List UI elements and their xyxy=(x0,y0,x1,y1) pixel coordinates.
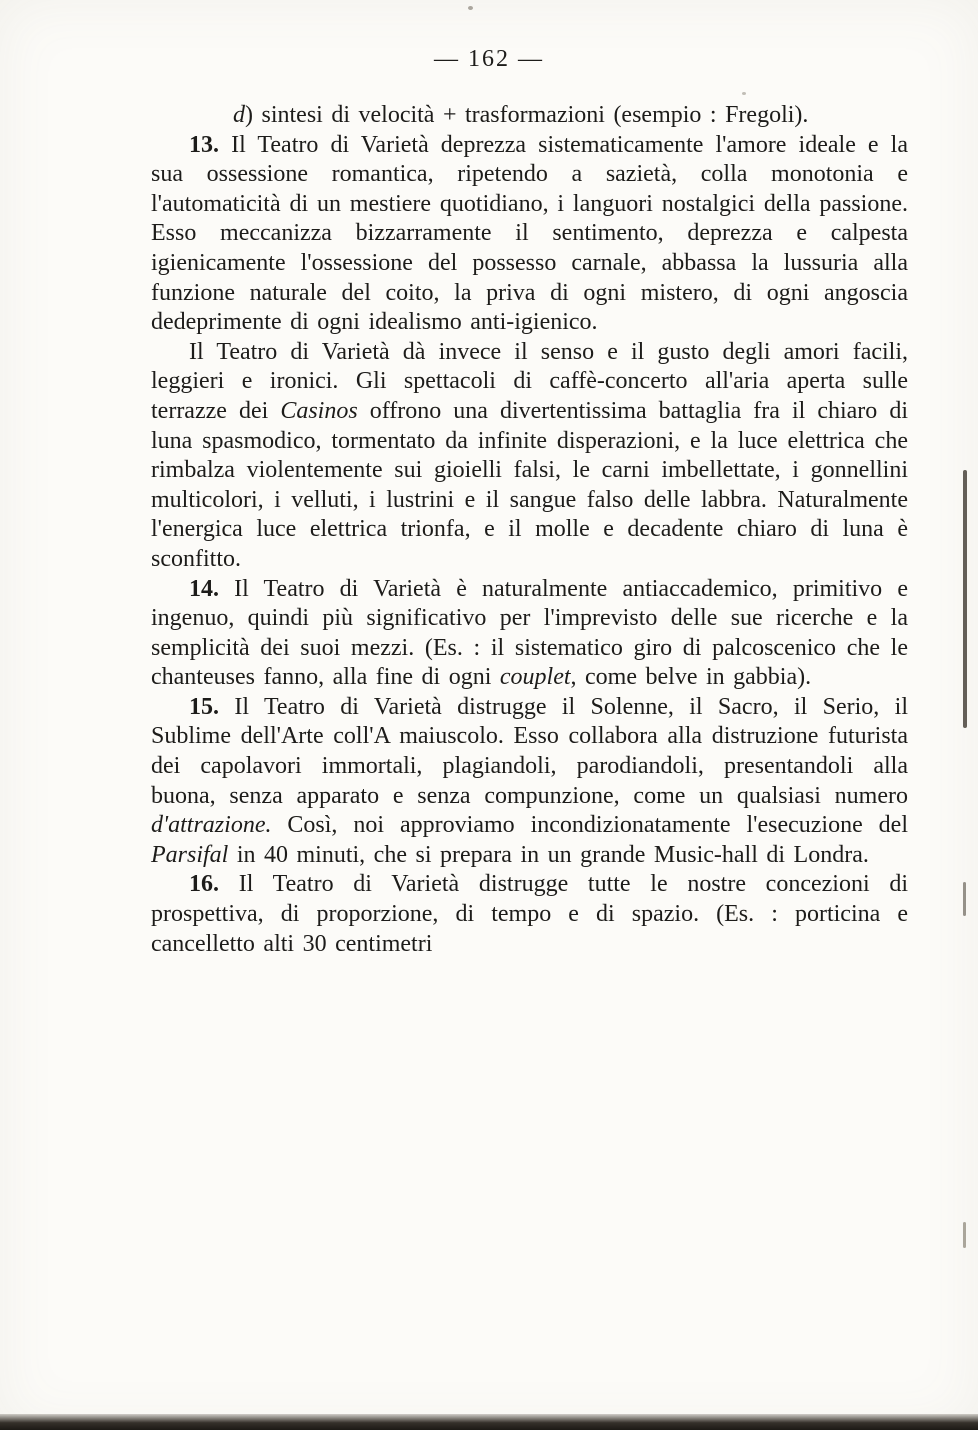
paragraph-number: 15. xyxy=(189,693,219,720)
text-block xyxy=(151,101,908,959)
text-segment: in 40 minuti, che si prepara in un grande Music-hall di Londra. xyxy=(228,841,869,868)
scan-artifact-speck xyxy=(742,92,746,95)
text-segment: Il Teatro di Varietà dà invece il senso e il gusto degli amori facili, leggieri e ironici. Gli spettacoli di caffè-concerto all'aria aperta sulle terrazze dei xyxy=(151,338,908,424)
text-segment: Parsifal xyxy=(151,841,229,868)
text-segment: Il Teatro di Varietà è naturalmente antiaccademico, primitivo e ingenuo, quindi più significativo per l'imprevisto delle sue ricerche e la semplicità dei suoi mezzi. (Es. : il sistematico giro di palcoscenico che le chanteuses fanno, alla fine di ogni xyxy=(151,575,908,691)
paragraph xyxy=(151,870,908,959)
paragraph xyxy=(151,693,908,871)
scan-artifact-right-dash xyxy=(963,882,966,916)
paragraph xyxy=(151,131,908,338)
text-segment: ) sintesi di velocità + trasformazioni (esempio : Fregoli). xyxy=(245,102,809,128)
paragraph-number: 14. xyxy=(189,575,219,602)
text-segment: offrono una divertentissima battaglia fra il chiaro di luna spasmodico, tormentato da infinite disperazioni, e la luce elettrica che rimbalza violentemente sui gioielli falsi, le carni imbellettate, i gonnellini multicolori, i velluti, i lustrini e il sangue falso delle labbra. Naturalmente l'energica luce elettrica trionfa, e il molle e decadente chiaro di luna è sconfitto. xyxy=(151,397,909,572)
text-segment: Il Teatro di Varietà deprezza sistematicamente l'amore ideale e la sua ossessione romantica, ripetendo a sazietà, colla monotonia e l'automaticità di un mestiere quotidiano, i languori nostalgici della passione. Esso meccanizza bizzarramente il sentimento, deprezza e calpesta igienicamente l'ossessione del possesso carnale, abbassa la lussuria alla funzione naturale del coito, la priva di ogni mistero, di ogni angoscia dedeprimente di ogni idealismo anti-igienico. xyxy=(151,131,908,336)
paragraph xyxy=(151,338,908,575)
paragraph-number: 16. xyxy=(189,871,219,898)
scan-artifact-right-line xyxy=(963,470,967,728)
paragraph xyxy=(151,101,908,131)
page-number: — 162 — xyxy=(434,46,544,72)
scan-artifact-bottom-edge xyxy=(0,1414,978,1430)
paragraph-number: 13. xyxy=(189,131,219,158)
text-segment: Casinos xyxy=(280,397,358,424)
text-segment: Il Teatro di Varietà distrugge il Solenne, il Sacro, il Serio, il Sublime dell'Arte coll'A maiuscolo. Esso collabora alla distruzione futurista dei capolavori immortali, plagiandoli, parodiandoli, presentandoli alla buona, senza apparato e senza compunzione, come un qualsiasi numero xyxy=(151,693,908,809)
text-segment: d xyxy=(233,102,245,128)
scan-artifact-right-dash-2 xyxy=(963,1222,966,1248)
text-segment: Così, noi approviamo incondizionatamente l'esecuzione del xyxy=(271,812,908,839)
text-segment: d'attrazione. xyxy=(151,812,272,839)
text-segment: couplet xyxy=(499,664,571,691)
scan-artifact-speck xyxy=(468,6,473,10)
text-segment: Il Teatro di Varietà distrugge tutte le nostre concezioni di prospettiva, di proporzione, di tempo e di spazio. (Es. : porticina e cancelletto alti 30 centimetri xyxy=(151,871,908,957)
text-segment: , come belve in gabbia). xyxy=(570,664,812,691)
paragraph xyxy=(151,575,908,693)
